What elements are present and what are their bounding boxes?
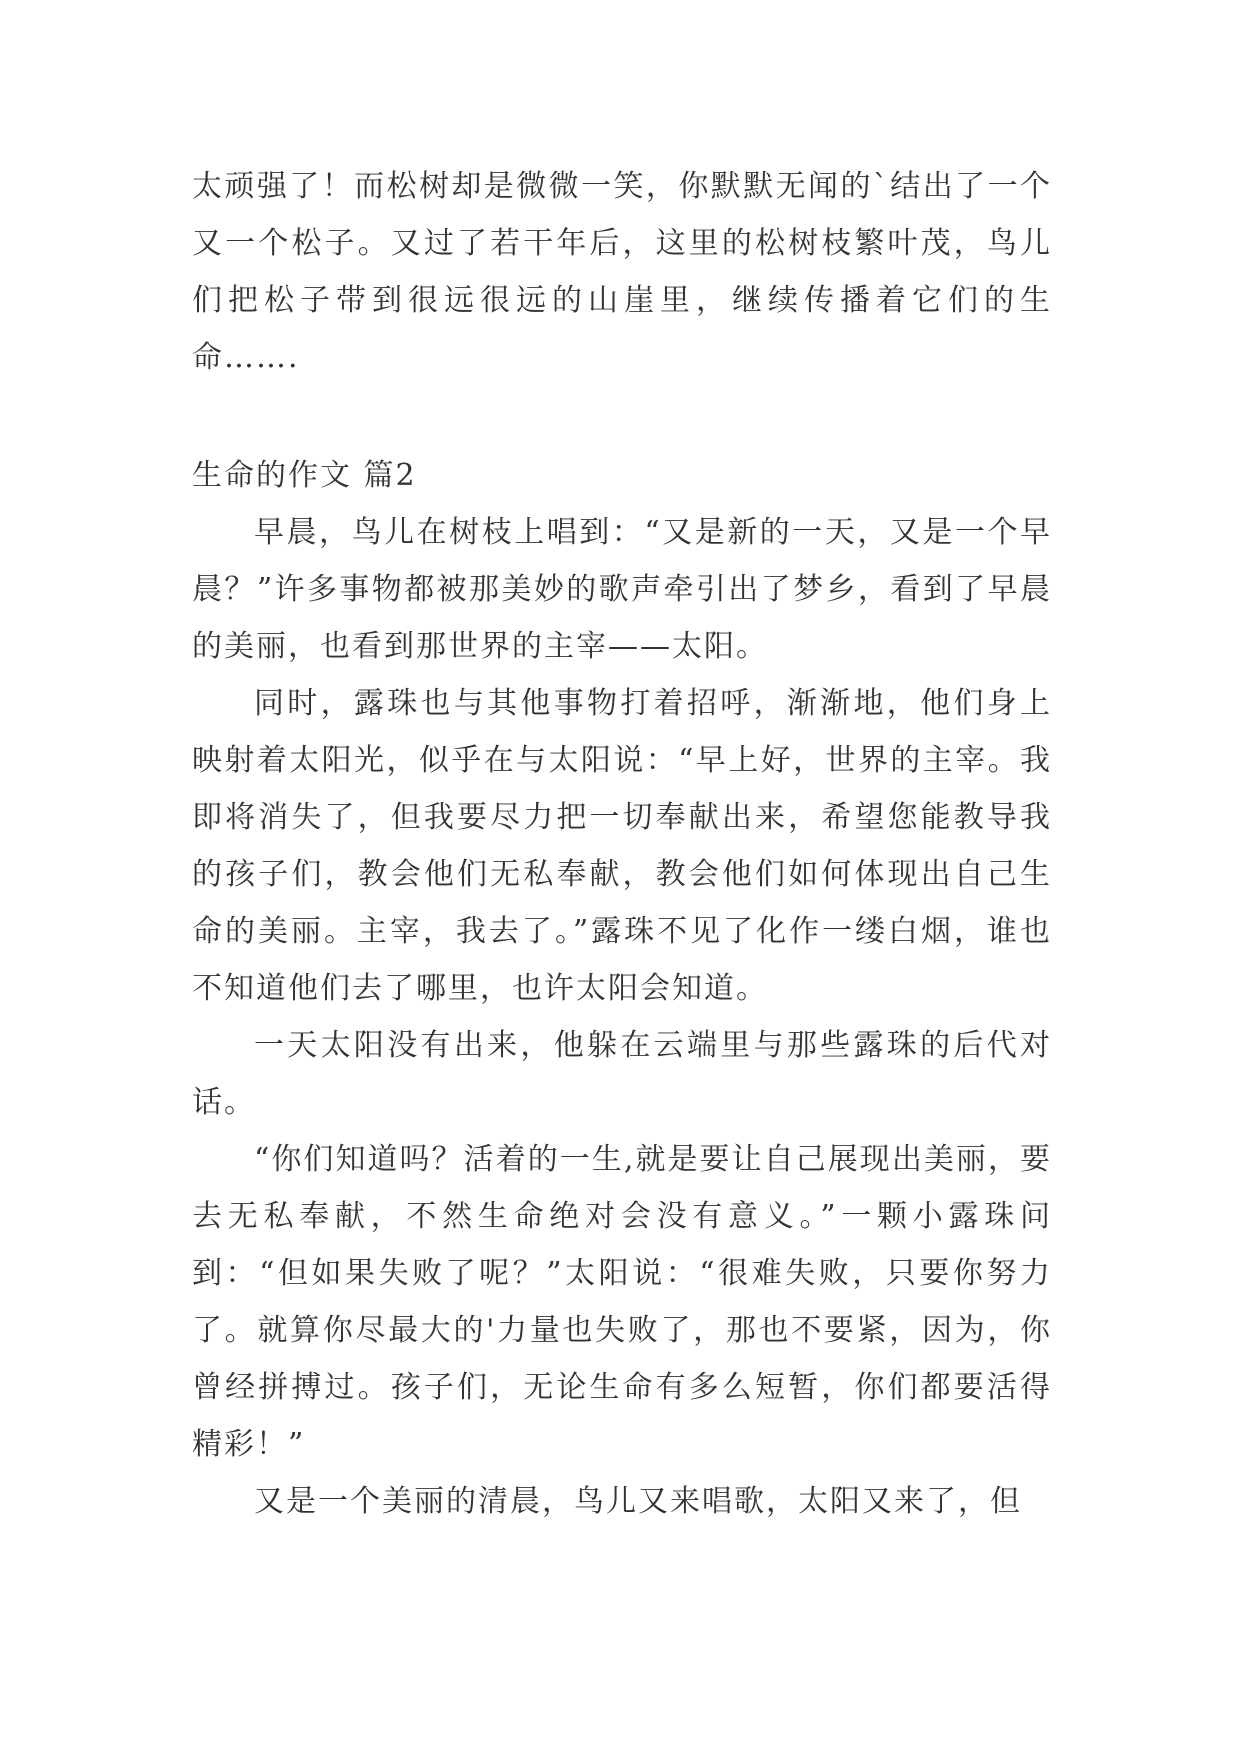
section-title: 生命的作文 篇2 <box>192 458 417 493</box>
paragraph-1: 早晨，鸟儿在树枝上唱到：“又是新的一天，又是一个早晨？”许多事物都被那美妙的歌声牵引出了梦乡，看到了早晨的美丽，也看到那世界的主宰——太阳。 <box>192 515 1052 664</box>
paragraph-3: 一天太阳没有出来，他躲在云端里与那些露珠的后代对话。 <box>192 1028 1052 1120</box>
paragraph-4: “你们知道吗？活着的一生,就是要让自己展现出美丽，要去无私奉献，不然生命绝对会没有意义。”一颗小露珠问到：“但如果失败了呢？”太阳说：“很难失败，只要你努力了。就算你尽最大的'力量也失败了，那也不要紧，因为，你曾经拼搏过。孩子们，无论生命有多么短暂，你们都要活得精彩！” <box>192 1142 1052 1462</box>
paragraph-5: 又是一个美丽的清晨，鸟儿又来唱歌，太阳又来了，但 <box>254 1484 1022 1519</box>
intro-paragraph: 太顽强了！而松树却是微微一笑，你默默无闻的`结出了一个又一个松子。又过了若干年后，这里的松树枝繁叶茂，鸟儿们把松子带到很远很远的山崖里，继续传播着它们的生命……. <box>192 169 1052 375</box>
document-body <box>192 158 1052 1530</box>
paragraph-2: 同时，露珠也与其他事物打着招呼，渐渐地，他们身上映射着太阳光，似乎在与太阳说：“早上好，世界的主宰。我即将消失了，但我要尽力把一切奉献出来，希望您能教导我的孩子们，教会他们无私奉献，教会他们如何体现出自己生命的美丽。主宰，我去了。”露珠不见了化作一缕白烟，谁也不知道他们去了哪里，也许太阳会知道。 <box>192 686 1052 1006</box>
